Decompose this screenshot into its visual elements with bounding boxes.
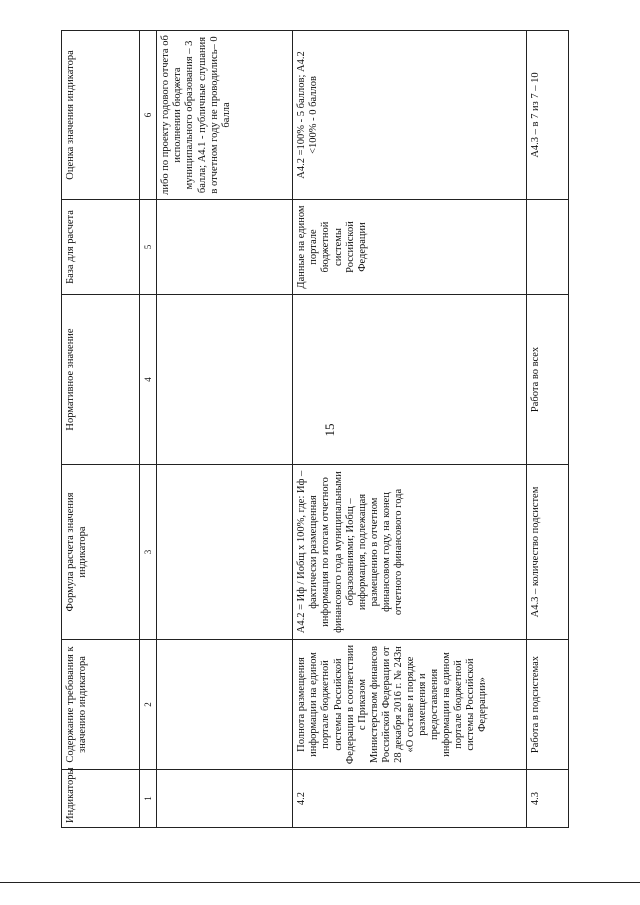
column-number: 1 bbox=[140, 770, 157, 828]
row-score-cell: либо по проекту годового отчета об исполнении бюджета муниципального образования – 3 балла; А4.1 - публичные слушания в отчетном году не проводились– 0 балла bbox=[157, 31, 293, 200]
table-row bbox=[293, 31, 527, 828]
row-requirement-cell: Работа в подсистемах bbox=[527, 640, 569, 770]
row-requirement-cell bbox=[157, 640, 293, 770]
row-score-cell: А4.2 =100% - 5 баллов; А4.2 <100% - 0 баллов bbox=[293, 31, 527, 200]
row-formula-cell: А4.2 = Иф / Иобщ х 100%, где: Иф – фактически размещенная информация по итогам отчетного финансового года муниципальными образованиями; Иобщ – информация, подлежащая размещению в отчетном финансовом году, на конец отчетного финансового года bbox=[293, 465, 527, 640]
column-number-row bbox=[140, 31, 157, 828]
row-indicator-cell: 4.3 bbox=[527, 770, 569, 828]
column-number: 2 bbox=[140, 640, 157, 770]
header-score: Оценка значения индикатора bbox=[62, 31, 140, 200]
page-number: 15 bbox=[322, 423, 337, 437]
row-normative-cell bbox=[293, 295, 527, 465]
indicator-table bbox=[61, 30, 569, 828]
row-score-cell: А4.3 – в 7 из 7 – 10 bbox=[527, 31, 569, 200]
header-requirement: Содержание требования к значению индикатора bbox=[62, 640, 140, 770]
rotated-table-wrapper bbox=[61, 31, 567, 828]
row-requirement-cell: Полнота размещения информации на едином портале бюджетной системы Российской Федерации в соответствии с Приказом Министерством финансов Российской Федерации от 28 декабря 2016 г. № 243н «О составе и порядке размещения и предоставления информации на едином портале бюджетной системы Российской Федерации» bbox=[293, 640, 527, 770]
table-header-row bbox=[62, 31, 140, 828]
header-base: База для расчета bbox=[62, 200, 140, 295]
row-base-cell bbox=[157, 200, 293, 295]
column-number: 3 bbox=[140, 465, 157, 640]
row-formula-cell bbox=[157, 465, 293, 640]
row-base-cell bbox=[527, 200, 569, 295]
table-row bbox=[527, 31, 569, 828]
header-indicators: Индикаторы bbox=[62, 770, 140, 828]
row-indicator-cell bbox=[157, 770, 293, 828]
row-formula-cell: А4.3 – количество подсистем bbox=[527, 465, 569, 640]
column-number: 4 bbox=[140, 295, 157, 465]
column-number: 5 bbox=[140, 200, 157, 295]
row-normative-cell bbox=[157, 295, 293, 465]
page-bottom-rule bbox=[0, 882, 640, 883]
header-formula: Формула расчета значения индикатора bbox=[62, 465, 140, 640]
table-row bbox=[157, 31, 293, 828]
row-base-cell: Данные на едином портале бюджетной системы Российской Федерации bbox=[293, 200, 527, 295]
row-normative-cell: Работа во всех bbox=[527, 295, 569, 465]
header-normative-value: Нормативное значение bbox=[62, 295, 140, 465]
column-number: 6 bbox=[140, 31, 157, 200]
row-indicator-cell: 4.2 bbox=[293, 770, 527, 828]
